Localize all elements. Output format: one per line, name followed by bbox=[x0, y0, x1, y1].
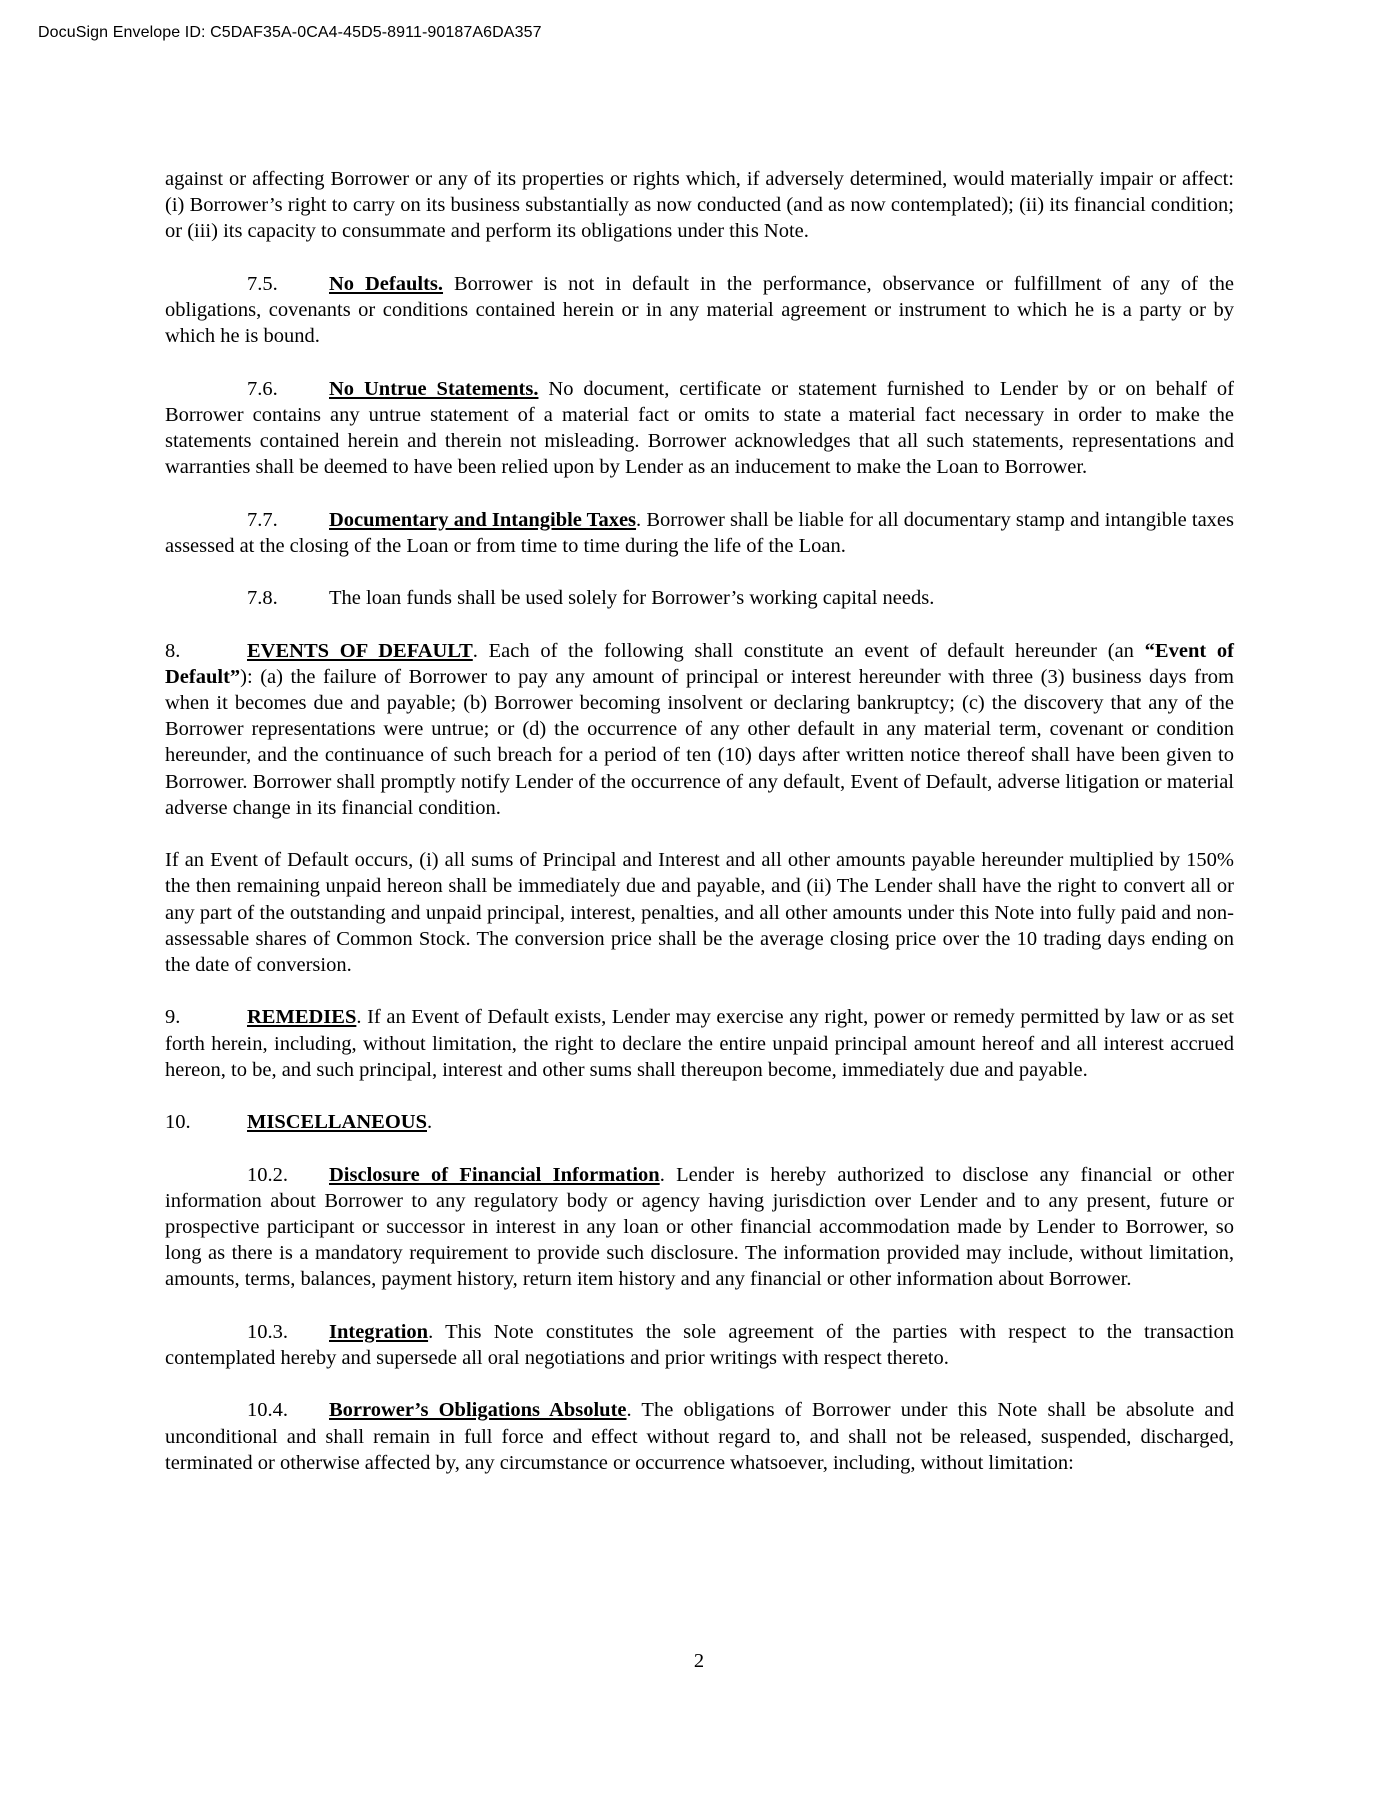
page-number: 2 bbox=[693, 1650, 705, 1672]
section-heading: Disclosure of Financial Information bbox=[329, 1163, 660, 1186]
section-heading: Borrower’s Obligations Absolute bbox=[329, 1399, 627, 1422]
section-text: Borrower is not in default in the performance, observance or fulfillment of any of the obligations, covenants or conditions contained herein or in any material agreement or instrument to which he is a party or by which he is bound. bbox=[165, 272, 1234, 348]
section-number: 10.2. bbox=[247, 1163, 288, 1186]
section-10-3 bbox=[165, 1319, 1234, 1371]
continuation-paragraph: against or affecting Borrower or any of its properties or rights which, if adversely determined, would materially impair or affect: (i) Borrower’s right to carry on its business substantially as now conducted (and as now contemplated); (ii) its financial condition; or (iii) its capacity to consummate and perform its obligations under this Note. bbox=[165, 168, 1234, 243]
section-text: No document, certificate or statement furnished to Lender by or on behalf of Borrower contains any untrue statement of a material fact or omits to state a material fact necessary in order to make the statements contained herein and therein not misleading. Borrower acknowledges that all such statements, representations and warranties shall be deemed to have been relied upon by Lender as an inducement to make the Loan to Borrower. bbox=[165, 377, 1234, 479]
section-number: 10. bbox=[165, 1111, 191, 1134]
section-text: The loan funds shall be used solely for Borrower’s working capital needs. bbox=[329, 587, 935, 610]
document-body bbox=[165, 166, 1234, 1502]
section-text: ): (a) the failure of Borrower to pay any amount of principal or interest hereunder with three (3) business days from when it becomes due and payable; (b) Borrower becoming insolvent or declaring bankruptcy; (c) the discovery that any of the Borrower representations were untrue; or (d) the occurrence of any other default in any material term, covenant or condition hereunder, and the continuance of such breach for a period of ten (10) days after written notice thereof shall have been given to Borrower. Borrower shall promptly notify Lender of the occurrence of any default, Event of Default, adverse litigation or material adverse change in its financial condition. bbox=[165, 665, 1234, 819]
section-number: 7.8. bbox=[247, 587, 278, 610]
section-number: 9. bbox=[165, 1006, 181, 1029]
section-text: . Borrower shall be liable for all documentary stamp and intangible taxes assessed at the closing of the Loan or from time to time during the life of the Loan. bbox=[165, 508, 1235, 557]
section-text: . Lender is hereby authorized to disclose any financial or other information about Borrower to any regulatory body or agency having jurisdiction over Lender and to any present, future or prospective participant or successor in interest in any loan or other financial accommodation made by Lender to Borrower, so long as there is a mandatory requirement to provide such disclosure. The information provided may include, without limitation, amounts, terms, balances, payment history, return item history and any financial or other information about Borrower. bbox=[165, 1163, 1234, 1291]
section-heading: No Defaults. bbox=[329, 272, 444, 295]
section-heading: EVENTS OF DEFAULT bbox=[247, 639, 473, 662]
section-text: . bbox=[427, 1111, 433, 1134]
section-number: 7.7. bbox=[247, 508, 278, 531]
section-10-4 bbox=[165, 1397, 1234, 1476]
section-8 bbox=[165, 638, 1234, 821]
section-heading: No Untrue Statements. bbox=[329, 377, 539, 400]
section-text: . Each of the following shall constitute an event of default hereunder (an bbox=[472, 639, 1145, 662]
section-number: 10.3. bbox=[247, 1320, 288, 1343]
section-7-6 bbox=[165, 376, 1234, 481]
docusign-envelope-id: DocuSign Envelope ID: C5DAF35A-0CA4-45D5-8911-90187A6DA357 bbox=[38, 24, 542, 41]
section-text: . The obligations of Borrower under this Note shall be absolute and unconditional and shall remain in full force and effect without regard to, and shall not be released, suspended, discharged, terminated or otherwise affected by, any circumstance or occurrence whatsoever, including, without limitation: bbox=[165, 1399, 1234, 1474]
section-heading: Documentary and Intangible Taxes bbox=[329, 508, 637, 531]
section-text: . This Note constitutes the sole agreement of the parties with respect to the transaction contemplated hereby and supersede all oral negotiations and prior writings with respect thereto. bbox=[165, 1320, 1234, 1369]
section-10 bbox=[165, 1109, 1234, 1135]
section-heading: MISCELLANEOUS bbox=[247, 1111, 427, 1134]
section-heading: REMEDIES bbox=[247, 1006, 357, 1029]
section-text: . If an Event of Default exists, Lender may exercise any right, power or remedy permitted by law or as set forth herein, including, without limitation, the right to declare the entire unpaid principal amount hereof and all interest accrued hereon, to be, and such principal, interest and other sums shall thereupon become, immediately due and payable. bbox=[165, 1006, 1234, 1081]
section-10-2 bbox=[165, 1162, 1234, 1293]
section-7-5 bbox=[165, 271, 1234, 350]
section-number: 10.4. bbox=[247, 1399, 288, 1422]
section-9 bbox=[165, 1004, 1234, 1083]
defined-term: “Event of Default” bbox=[165, 639, 1234, 688]
section-number: 7.6. bbox=[247, 377, 278, 400]
section-7-7 bbox=[165, 507, 1234, 559]
section-heading: Integration bbox=[329, 1320, 429, 1343]
section-number: 8. bbox=[165, 639, 181, 662]
section-number: 7.5. bbox=[247, 272, 278, 295]
section-8-followup: If an Event of Default occurs, (i) all sums of Principal and Interest and all other amounts payable hereunder multiplied by 150% the then remaining unpaid hereon shall be immediately due and payable, and (ii) The Lender shall have the right to convert all or any part of the outstanding and unpaid principal, interest, penalties, and all other amounts under this Note into fully paid and non-assessable shares of Common Stock. The conversion price shall be the average closing price over the 10 trading days ending on the date of conversion. bbox=[165, 849, 1234, 976]
section-7-8 bbox=[165, 585, 1234, 611]
